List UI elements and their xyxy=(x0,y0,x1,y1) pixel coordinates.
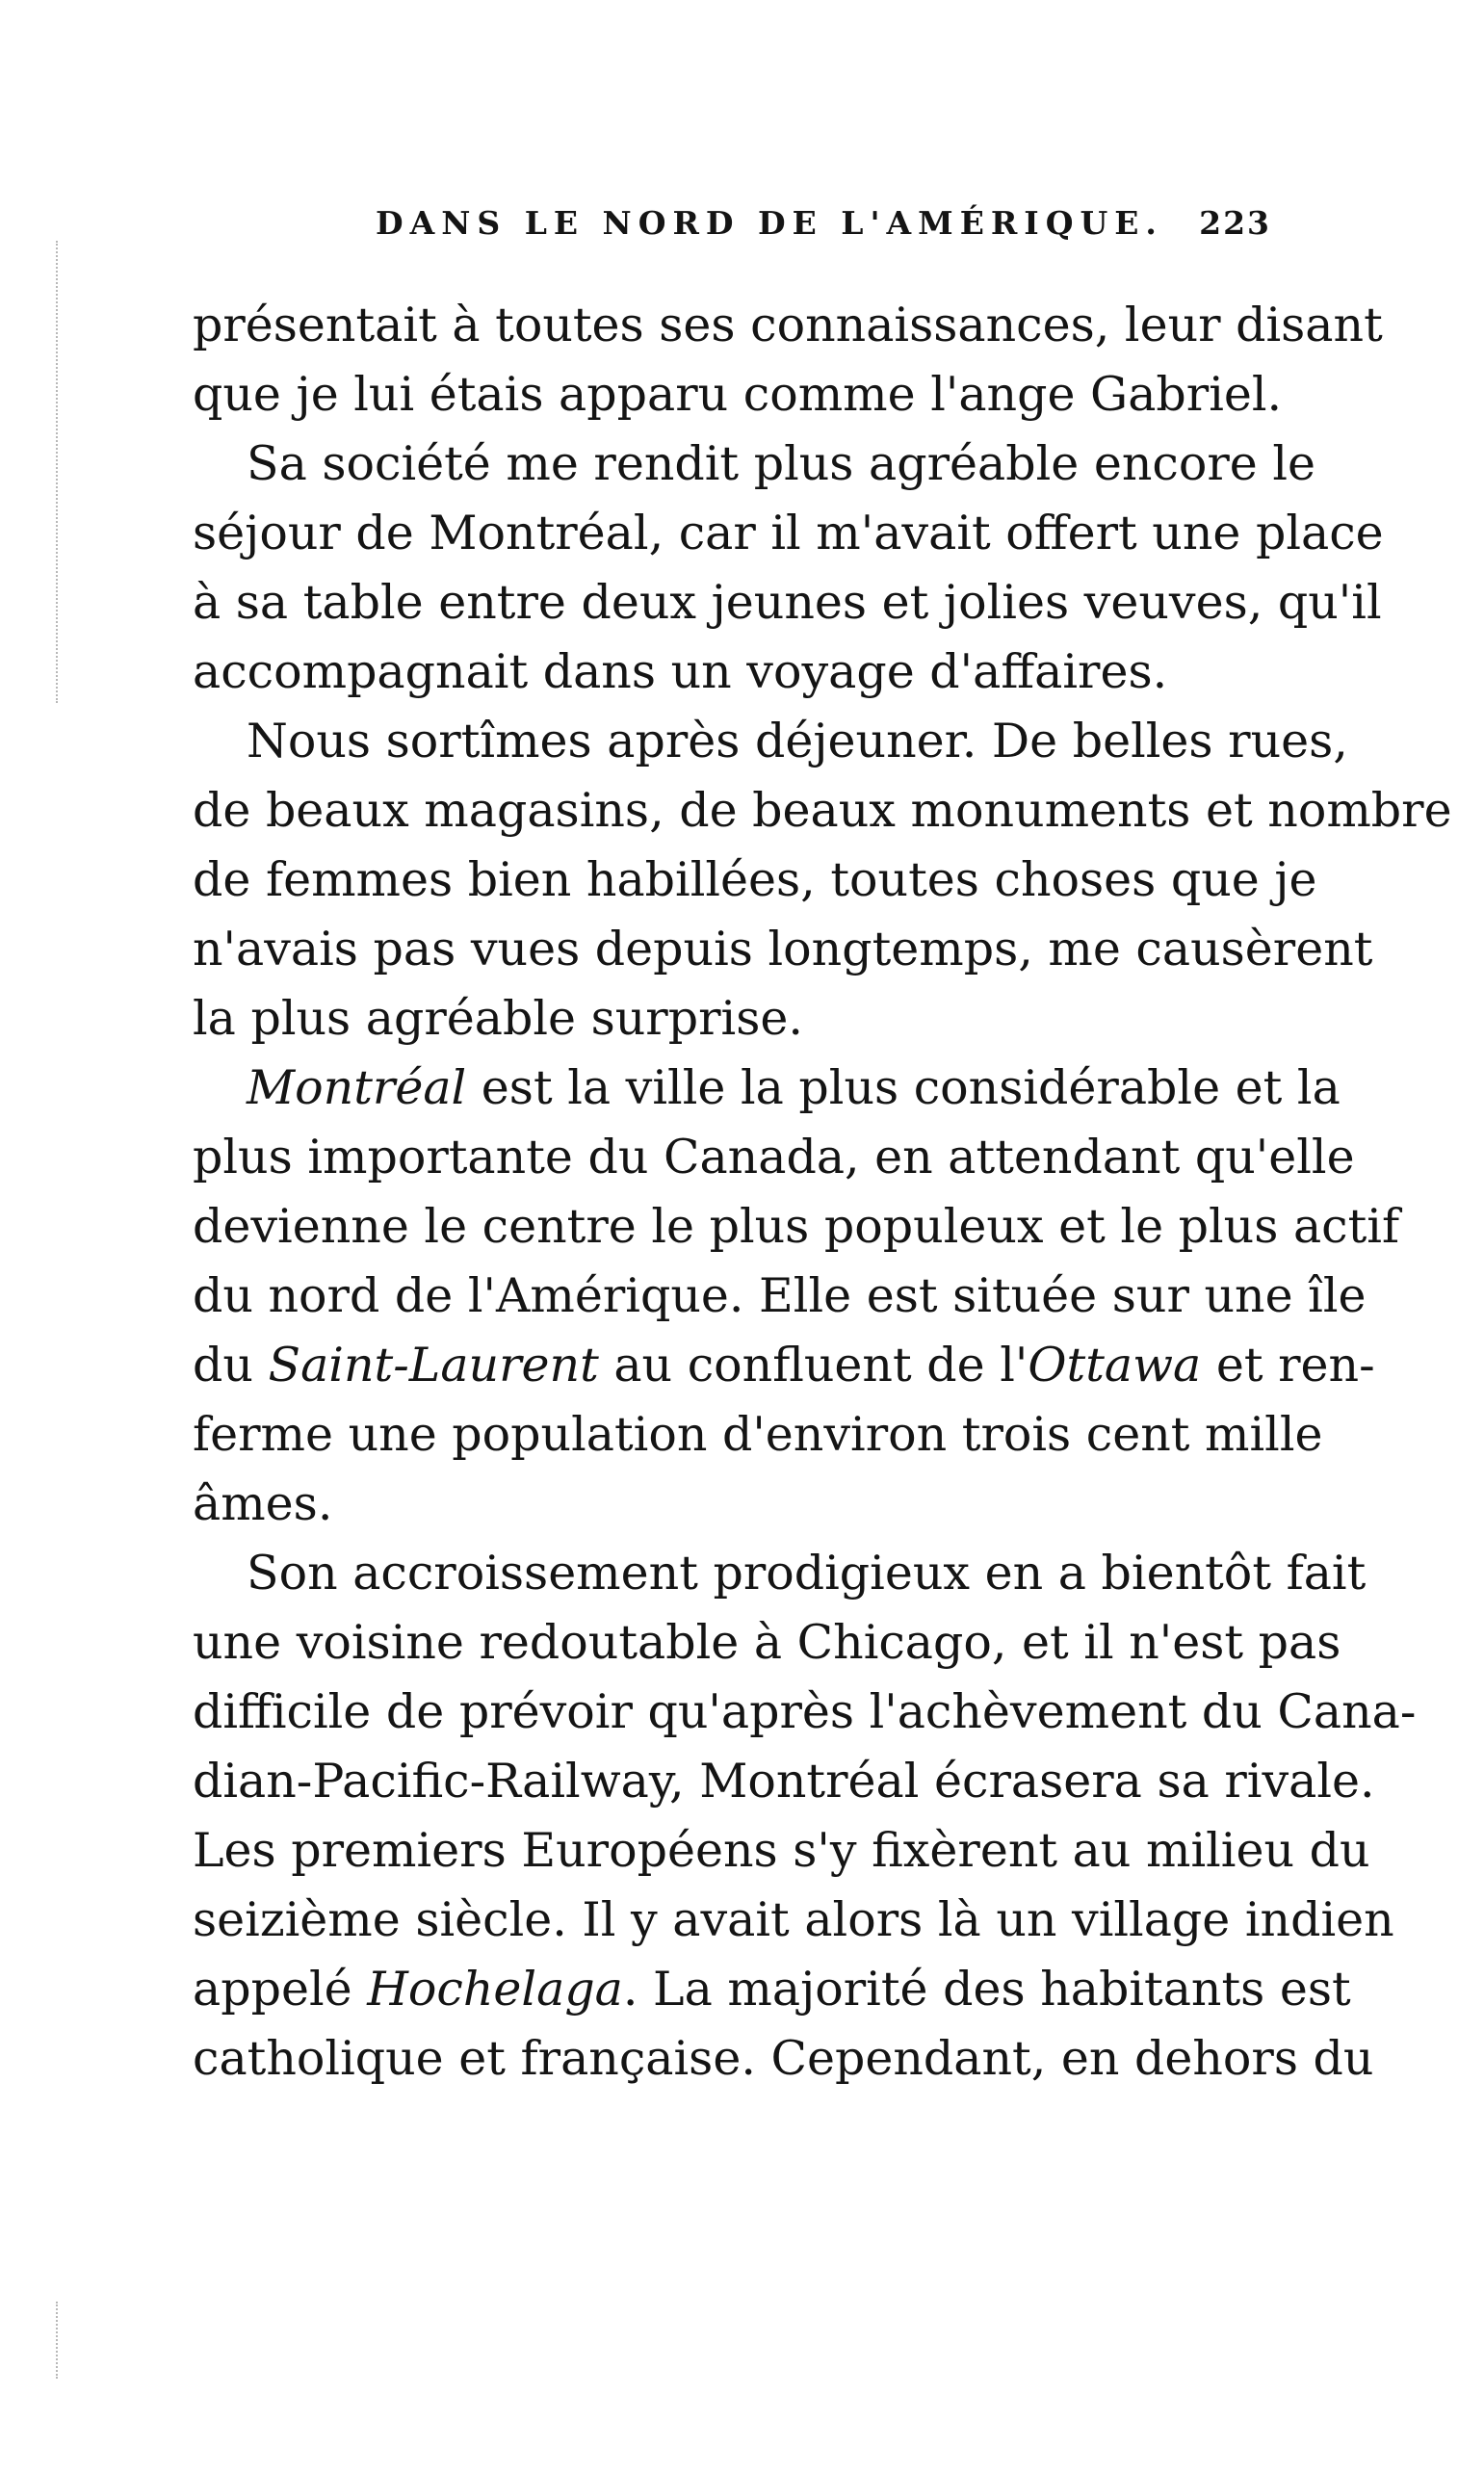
text-line: difficile de prévoir qu'après l'achèvement du Cana- xyxy=(193,1684,1417,1739)
line-text: du xyxy=(193,1338,269,1393)
text-line: que je lui étais apparu comme l'ange Gabriel. xyxy=(193,367,1283,422)
text-line: séjour de Montréal, car il m'avait offert une place xyxy=(193,506,1384,560)
text-line: ferme une population d'environ trois cent mille xyxy=(193,1407,1323,1462)
text-line: n'avais pas vues depuis longtemps, me causèrent xyxy=(193,922,1373,976)
italic-place-name: Montréal xyxy=(247,1060,467,1115)
text-line: la plus agréable surprise. xyxy=(193,991,803,1046)
text-line: à sa table entre deux jeunes et jolies veuves, qu'il xyxy=(193,575,1382,630)
page-number: 223 xyxy=(1199,204,1271,242)
running-header xyxy=(193,204,1271,262)
line-text: au confluent de l' xyxy=(598,1338,1028,1393)
body-text xyxy=(193,291,1452,2094)
italic-place-name: Ottawa xyxy=(1028,1338,1202,1393)
text-line: plus importante du Canada, en attendant qu'elle xyxy=(193,1130,1355,1184)
text-line xyxy=(193,1054,1341,1123)
text-line: accompagnait dans un voyage d'affaires. xyxy=(193,644,1168,699)
text-line: Sa société me rendit plus agréable encore le xyxy=(247,436,1316,491)
text-line: Son accroissement prodigieux en a bientôt fait xyxy=(247,1546,1367,1601)
text-line: du nord de l'Amérique. Elle est située sur une île xyxy=(193,1268,1367,1323)
text-line: catholique et française. Cependant, en dehors du xyxy=(193,2031,1374,2086)
text-line: Les premiers Européens s'y fixèrent au milieu du xyxy=(193,1823,1370,1878)
text-line: âmes. xyxy=(193,1476,333,1531)
italic-place-name: Saint-Laurent xyxy=(268,1338,599,1393)
running-title: DANS LE NORD DE L'AMÉRIQUE. xyxy=(376,204,1163,242)
margin-mark xyxy=(56,241,60,703)
text-line: seizième siècle. Il y avait alors là un village indien xyxy=(193,1892,1394,1947)
italic-place-name: Hochelaga xyxy=(367,1962,623,2017)
text-line: de beaux magasins, de beaux monuments et nombre xyxy=(193,783,1452,838)
text-line: de femmes bien habillées, toutes choses que je xyxy=(193,852,1317,907)
text-line: Nous sortîmes après déjeuner. De belles rues, xyxy=(247,714,1348,768)
text-line: devienne le centre le plus populeux et le plus actif xyxy=(193,1199,1400,1254)
line-text: . La majorité des habitants est xyxy=(622,1962,1351,2017)
text-line xyxy=(193,1955,1351,2024)
text-line: une voisine redoutable à Chicago, et il n'est pas xyxy=(193,1615,1341,1670)
line-text: appelé xyxy=(193,1962,368,2017)
text-line: présentait à toutes ses connaissances, leur disant xyxy=(193,298,1383,352)
text-line xyxy=(193,1331,1375,1400)
line-text: et ren- xyxy=(1201,1338,1375,1393)
margin-mark xyxy=(56,2302,60,2379)
text-line: dian-Pacific-Railway, Montréal écrasera sa rivale. xyxy=(193,1754,1375,1809)
line-text: est la ville la plus considérable et la xyxy=(466,1060,1341,1115)
